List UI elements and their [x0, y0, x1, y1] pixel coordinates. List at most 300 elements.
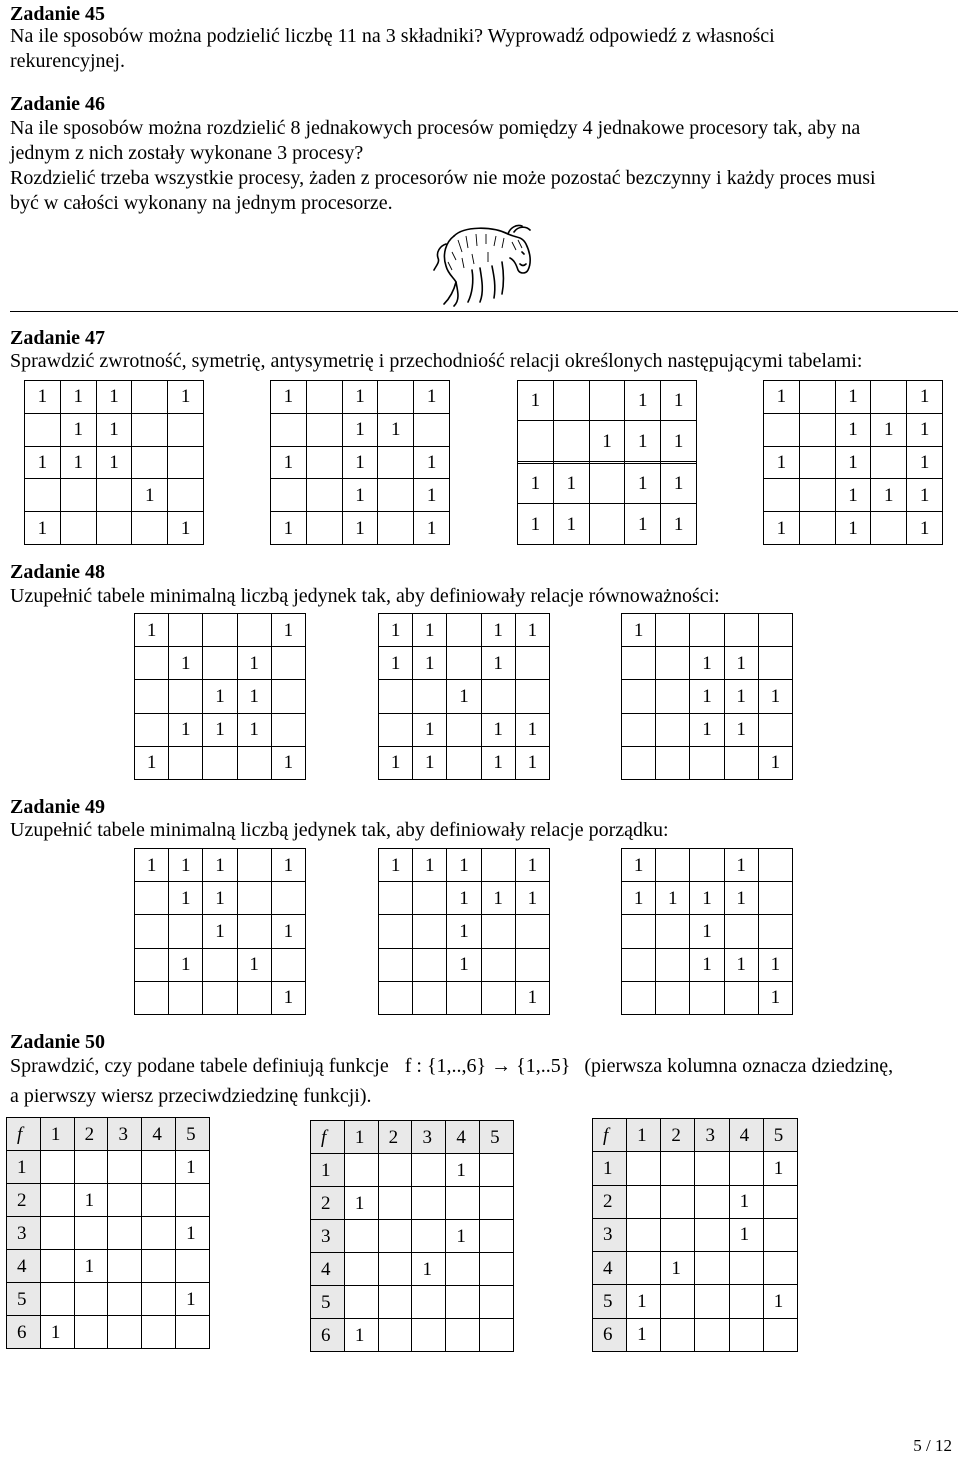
table-row	[518, 381, 697, 421]
table-cell: 1	[237, 680, 271, 713]
header-cell: 5	[593, 1285, 627, 1318]
table-cell: 1	[690, 713, 724, 746]
table-cell	[108, 1151, 142, 1184]
table-cell	[25, 479, 61, 512]
table-cell	[413, 981, 447, 1014]
table-cell	[378, 1319, 412, 1352]
table-cell	[446, 1319, 480, 1352]
table-cell	[871, 381, 907, 414]
table-cell	[447, 614, 481, 647]
table-cell: 1	[168, 381, 204, 414]
table-row	[593, 1318, 798, 1351]
task-50-text-line1	[10, 1054, 893, 1079]
z50-table-1	[6, 1117, 210, 1349]
table-cell	[690, 981, 724, 1014]
header-cell: 5	[763, 1119, 797, 1152]
table-cell: 1	[690, 680, 724, 713]
table-cell	[690, 614, 724, 647]
task-47-title: Zadanie 47	[10, 327, 106, 349]
table-cell	[622, 981, 656, 1014]
table-cell: 1	[271, 746, 305, 779]
table-cell: 1	[763, 1152, 797, 1185]
table-cell	[414, 413, 450, 446]
table-cell	[40, 1283, 74, 1316]
header-cell: 1	[40, 1118, 74, 1151]
table-cell: 1	[518, 463, 554, 503]
table-cell: 1	[413, 849, 447, 882]
table-cell	[74, 1151, 108, 1184]
table-cell	[656, 915, 690, 948]
table-cell: 1	[622, 849, 656, 882]
header-cell: 4	[593, 1252, 627, 1285]
table-cell: 1	[414, 381, 450, 414]
table-cell: 1	[690, 915, 724, 948]
header-cell: 4	[7, 1250, 41, 1283]
table-cell: 1	[447, 849, 481, 882]
table-header-row	[7, 1118, 210, 1151]
table-cell	[169, 915, 203, 948]
header-cell: 2	[74, 1118, 108, 1151]
table-cell: 1	[132, 479, 168, 512]
table-cell: 1	[661, 381, 697, 421]
table-cell: 1	[413, 614, 447, 647]
table-cell: 1	[835, 512, 871, 545]
table-cell: 1	[237, 647, 271, 680]
header-cell: 2	[593, 1185, 627, 1218]
table-cell	[690, 849, 724, 882]
table-cell	[656, 948, 690, 981]
table-row	[7, 1283, 210, 1316]
table-cell: 1	[835, 446, 871, 479]
table-cell	[589, 504, 625, 545]
table-row	[135, 915, 306, 948]
table-cell	[169, 680, 203, 713]
table-cell	[378, 1253, 412, 1286]
table-row	[135, 882, 306, 915]
table-cell: 1	[169, 948, 203, 981]
table-cell	[132, 381, 168, 414]
table-cell: 1	[379, 647, 413, 680]
table-cell	[622, 713, 656, 746]
table-row	[518, 463, 697, 503]
table-cell	[271, 479, 307, 512]
table-cell	[799, 479, 835, 512]
table-cell	[763, 1252, 797, 1285]
table-cell	[74, 1316, 108, 1349]
z49-table-1	[134, 848, 306, 1015]
table-cell: 1	[515, 882, 549, 915]
table-cell: 1	[515, 746, 549, 779]
table-row	[764, 479, 943, 512]
table-cell	[622, 948, 656, 981]
table-row	[25, 446, 204, 479]
table-row	[379, 614, 550, 647]
z48-table-2	[378, 613, 550, 780]
table-cell	[695, 1252, 729, 1285]
task-46-text-line4: być w całości wykonany na jednym procesorze.	[10, 192, 393, 214]
header-cell: 5	[176, 1118, 210, 1151]
header-cell: 4	[311, 1253, 345, 1286]
table-cell	[799, 413, 835, 446]
table-cell	[306, 413, 342, 446]
table-cell	[627, 1152, 661, 1185]
table-row	[518, 421, 697, 461]
header-cell: 1	[7, 1151, 41, 1184]
table-cell	[40, 1151, 74, 1184]
table-cell: 1	[168, 512, 204, 545]
table-cell: 1	[237, 713, 271, 746]
table-cell: 1	[481, 614, 515, 647]
table-cell	[656, 981, 690, 1014]
table-cell	[176, 1316, 210, 1349]
task-49-text: Uzupełnić tabele minimalną liczbą jedynek tak, aby definiowały relacje porządku:	[10, 819, 669, 841]
table-cell: 1	[835, 413, 871, 446]
task-50-title: Zadanie 50	[10, 1031, 106, 1053]
table-cell	[763, 1318, 797, 1351]
header-cell: 5	[7, 1283, 41, 1316]
table-cell	[656, 713, 690, 746]
table-cell	[379, 713, 413, 746]
table-cell	[40, 1217, 74, 1250]
table-cell	[758, 647, 792, 680]
table-cell: 1	[724, 948, 758, 981]
table-cell	[237, 882, 271, 915]
table-row	[764, 512, 943, 545]
table-cell: 1	[481, 882, 515, 915]
table-cell	[661, 1152, 695, 1185]
table-cell	[661, 1318, 695, 1351]
table-cell	[60, 479, 96, 512]
table-cell	[142, 1250, 176, 1283]
table-cell: 1	[414, 446, 450, 479]
table-cell	[553, 381, 589, 421]
table-cell: 1	[271, 446, 307, 479]
table-cell	[135, 915, 169, 948]
table-row	[622, 614, 793, 647]
table-cell: 1	[661, 504, 697, 545]
table-cell	[74, 1283, 108, 1316]
table-cell: 1	[96, 413, 132, 446]
table-row	[622, 647, 793, 680]
table-cell	[412, 1220, 446, 1253]
table-cell: 1	[764, 512, 800, 545]
table-cell: 1	[74, 1184, 108, 1217]
z47-table-3	[517, 380, 697, 545]
table-cell: 1	[625, 463, 661, 503]
table-row	[379, 680, 550, 713]
table-row	[311, 1286, 514, 1319]
table-cell	[518, 421, 554, 461]
table-cell	[515, 915, 549, 948]
donkey-icon	[432, 222, 536, 310]
header-cell: 2	[661, 1119, 695, 1152]
table-cell	[40, 1250, 74, 1283]
task-49-title: Zadanie 49	[10, 796, 106, 818]
table-row	[311, 1319, 514, 1352]
table-cell: 1	[413, 746, 447, 779]
table-cell	[622, 647, 656, 680]
table-row	[311, 1253, 514, 1286]
table-cell	[108, 1250, 142, 1283]
table-cell	[764, 479, 800, 512]
table-cell: 1	[553, 463, 589, 503]
table-cell	[378, 381, 414, 414]
table-cell: 1	[447, 882, 481, 915]
table-cell	[729, 1318, 763, 1351]
table-cell	[758, 614, 792, 647]
table-cell	[724, 746, 758, 779]
table-cell	[589, 463, 625, 503]
table-cell: 1	[413, 647, 447, 680]
table-cell: 1	[271, 512, 307, 545]
table-row	[622, 746, 793, 779]
header-cell: 3	[412, 1121, 446, 1154]
table-cell: 1	[379, 614, 413, 647]
table-cell: 1	[871, 479, 907, 512]
table-cell: 1	[60, 446, 96, 479]
table-cell	[656, 849, 690, 882]
table-cell	[515, 680, 549, 713]
table-cell: 1	[627, 1318, 661, 1351]
table-cell: 1	[446, 1154, 480, 1187]
table-cell: 1	[515, 981, 549, 1014]
table-cell	[132, 512, 168, 545]
table-cell	[237, 981, 271, 1014]
table-cell	[622, 746, 656, 779]
table-cell	[661, 1218, 695, 1251]
table-cell: 1	[25, 512, 61, 545]
table-row	[7, 1217, 210, 1250]
table-cell: 1	[379, 849, 413, 882]
header-cell: 3	[108, 1118, 142, 1151]
table-cell	[447, 981, 481, 1014]
table-cell	[481, 948, 515, 981]
table-cell: 1	[169, 713, 203, 746]
table-cell	[271, 680, 305, 713]
table-cell	[40, 1184, 74, 1217]
task-47-text: Sprawdzić zwrotność, symetrię, antysymetrię i przechodniość relacji określonych następującymi tabelami:	[10, 350, 863, 372]
table-row	[135, 680, 306, 713]
table-cell	[135, 713, 169, 746]
table-cell: 1	[656, 882, 690, 915]
table-cell	[271, 882, 305, 915]
table-row	[622, 981, 793, 1014]
table-cell	[132, 446, 168, 479]
table-cell	[135, 882, 169, 915]
table-row	[135, 981, 306, 1014]
table-row	[622, 915, 793, 948]
table-cell: 1	[724, 849, 758, 882]
table-cell	[729, 1152, 763, 1185]
table-cell	[661, 1285, 695, 1318]
table-cell	[203, 746, 237, 779]
table-cell	[168, 413, 204, 446]
table-cell: 1	[661, 1252, 695, 1285]
table-cell	[622, 680, 656, 713]
header-cell: 1	[627, 1119, 661, 1152]
task-46-text-line2: jednym z nich zostały wykonane 3 procesy?	[10, 142, 364, 164]
table-cell	[176, 1250, 210, 1283]
table-row	[271, 512, 450, 545]
header-cell: 6	[593, 1318, 627, 1351]
table-cell	[627, 1218, 661, 1251]
table-cell: 1	[25, 446, 61, 479]
table-cell: 1	[758, 981, 792, 1014]
header-cell: 4	[142, 1118, 176, 1151]
header-cell: 1	[311, 1154, 345, 1187]
table-cell: 1	[176, 1283, 210, 1316]
table-cell	[108, 1283, 142, 1316]
table-cell: 1	[271, 915, 305, 948]
table-cell	[306, 512, 342, 545]
table-cell	[589, 381, 625, 421]
table-cell: 1	[627, 1285, 661, 1318]
table-cell: 1	[690, 647, 724, 680]
table-cell	[871, 512, 907, 545]
table-cell: 1	[515, 713, 549, 746]
table-row	[622, 849, 793, 882]
table-row	[379, 713, 550, 746]
table-cell: 1	[96, 381, 132, 414]
table-cell: 1	[481, 647, 515, 680]
table-row	[135, 948, 306, 981]
table-cell	[203, 614, 237, 647]
table-cell	[622, 915, 656, 948]
table-row	[311, 1187, 514, 1220]
table-cell: 1	[342, 512, 378, 545]
table-cell	[108, 1316, 142, 1349]
table-cell	[480, 1319, 514, 1352]
table-row	[379, 849, 550, 882]
table-cell: 1	[729, 1185, 763, 1218]
table-cell	[481, 915, 515, 948]
z50-table-2	[310, 1120, 514, 1352]
table-cell: 1	[758, 746, 792, 779]
table-row	[135, 713, 306, 746]
table-cell: 1	[907, 413, 943, 446]
z48-table-1	[134, 613, 306, 780]
table-cell	[799, 446, 835, 479]
table-cell	[379, 981, 413, 1014]
table-cell	[695, 1152, 729, 1185]
table-cell: 1	[447, 680, 481, 713]
table-row	[764, 446, 943, 479]
table-cell	[378, 479, 414, 512]
table-cell	[135, 680, 169, 713]
table-cell	[135, 647, 169, 680]
table-row	[518, 504, 697, 545]
table-cell	[480, 1253, 514, 1286]
function-formula: f : {1,..,6} → {1,..5}	[404, 1055, 571, 1077]
table-cell	[627, 1252, 661, 1285]
table-cell	[378, 1286, 412, 1319]
table-row	[379, 647, 550, 680]
table-cell	[142, 1151, 176, 1184]
table-cell	[237, 849, 271, 882]
table-cell	[379, 680, 413, 713]
table-cell	[378, 446, 414, 479]
table-cell: 1	[40, 1316, 74, 1349]
table-cell: 1	[622, 882, 656, 915]
table-cell	[306, 446, 342, 479]
table-cell: 1	[379, 746, 413, 779]
table-cell	[447, 713, 481, 746]
table-cell: 1	[518, 504, 554, 545]
table-cell	[142, 1316, 176, 1349]
table-row	[622, 680, 793, 713]
table-row	[379, 882, 550, 915]
table-cell	[96, 512, 132, 545]
table-row	[7, 1151, 210, 1184]
table-cell: 1	[447, 948, 481, 981]
table-cell: 1	[414, 479, 450, 512]
z49-table-2	[378, 848, 550, 1015]
table-row	[271, 446, 450, 479]
table-cell: 1	[622, 614, 656, 647]
table-row	[7, 1250, 210, 1283]
table-cell: 1	[237, 948, 271, 981]
table-cell	[169, 614, 203, 647]
task-50-text-part2: (pierwsza kolumna oznacza dziedzinę,	[584, 1055, 894, 1077]
task-50-text-part1: Sprawdzić, czy podane tabele definiują funkcje	[10, 1055, 389, 1077]
table-cell	[142, 1283, 176, 1316]
table-cell	[656, 614, 690, 647]
page-number: 5 / 12	[913, 1436, 952, 1455]
table-row	[593, 1252, 798, 1285]
task-45-text-line2: rekurencyjnej.	[10, 50, 125, 72]
table-cell: 1	[907, 446, 943, 479]
table-cell	[168, 479, 204, 512]
table-cell	[176, 1184, 210, 1217]
table-cell	[271, 647, 305, 680]
table-cell: 1	[447, 915, 481, 948]
z48-table-3	[621, 613, 793, 780]
table-cell: 1	[135, 614, 169, 647]
table-cell: 1	[203, 915, 237, 948]
table-cell	[724, 981, 758, 1014]
table-cell	[729, 1252, 763, 1285]
table-cell: 1	[625, 381, 661, 421]
table-cell	[237, 915, 271, 948]
header-cell: 6	[7, 1316, 41, 1349]
task-46-title: Zadanie 46	[10, 93, 106, 115]
table-cell	[135, 948, 169, 981]
table-row	[271, 413, 450, 446]
table-cell: 1	[271, 981, 305, 1014]
table-row	[379, 746, 550, 779]
table-cell	[135, 981, 169, 1014]
table-cell	[480, 1220, 514, 1253]
table-cell	[271, 413, 307, 446]
table-cell	[169, 746, 203, 779]
table-cell	[344, 1154, 378, 1187]
table-cell	[379, 915, 413, 948]
table-cell: 1	[342, 446, 378, 479]
table-row	[135, 647, 306, 680]
table-cell	[412, 1286, 446, 1319]
table-cell	[108, 1217, 142, 1250]
table-cell	[378, 1187, 412, 1220]
table-cell: 1	[553, 504, 589, 545]
table-row	[25, 381, 204, 414]
table-cell	[758, 915, 792, 948]
header-cell: f	[7, 1118, 41, 1151]
table-cell: 1	[764, 446, 800, 479]
table-cell: 1	[907, 479, 943, 512]
table-row	[622, 948, 793, 981]
table-cell	[695, 1285, 729, 1318]
header-cell: 2	[311, 1187, 345, 1220]
